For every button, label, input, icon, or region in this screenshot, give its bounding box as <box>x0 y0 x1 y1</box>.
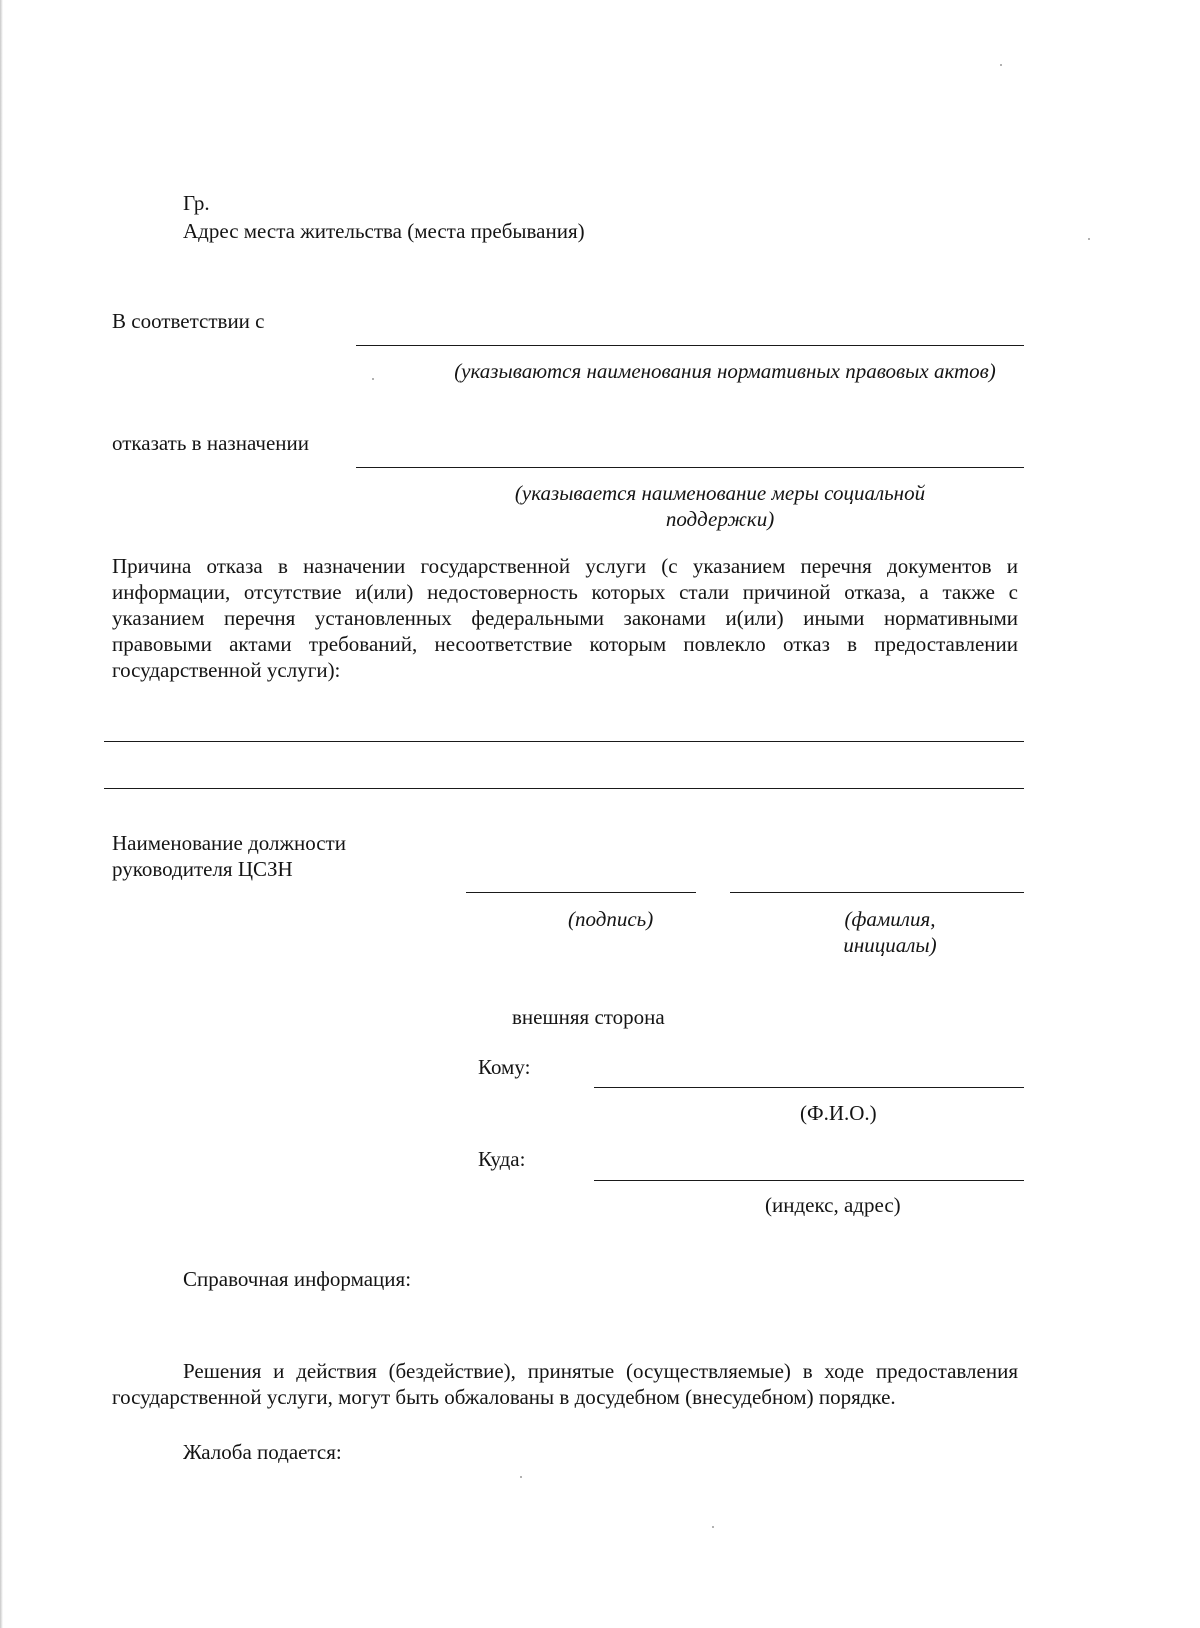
recipient-line <box>594 1087 1024 1088</box>
recipient-hint: (Ф.И.О.) <box>800 1101 877 1125</box>
scan-speck <box>1088 238 1090 240</box>
refusal-hint: (указывается наименование меры социальной поддержки) <box>514 481 926 531</box>
appeal-paragraph: Решения и действия (бездействие), принятые (осуществляемые) в ходе предоставления государственной услуги, могут быть обжалованы в досудебном (внесудебном) порядке. <box>112 1359 1018 1409</box>
recipient-label: Кому: <box>478 1055 531 1079</box>
basis-label: В соответствии с <box>112 309 265 333</box>
scan-speck <box>712 1526 714 1528</box>
basis-fill-line <box>356 345 1024 346</box>
reference-info-title: Справочная информация: <box>183 1267 412 1291</box>
address-to-label: Куда: <box>478 1147 526 1171</box>
name-line <box>730 892 1024 893</box>
basis-hint: (указываются наименования нормативных правовых актов) <box>454 359 996 383</box>
refusal-reason-paragraph: Причина отказа в назначении государственной услуги (с указанием перечня документов и информации, отсутствие и(или) недостоверность которых стали причиной отказа, а также с указанием перечня установленных федеральными законами и(или) иными нормативными правовыми актами требований, несоответствие которым повлекло отказ в предоставлении государственной услуги): <box>112 554 1018 682</box>
reason-fill-line-1 <box>104 741 1024 742</box>
envelope-title: внешняя сторона <box>512 1005 665 1029</box>
head-position-label: Наименование должности руководителя ЦСЗН <box>112 831 346 881</box>
citizen-label: Гр. <box>183 191 210 215</box>
signature-hint: (подпись) <box>568 907 654 931</box>
address-to-hint: (индекс, адрес) <box>765 1193 901 1217</box>
refusal-label: отказать в назначении <box>112 431 310 455</box>
scan-speck <box>1000 64 1002 66</box>
address-label: Адрес места жительства (места пребывания) <box>183 219 585 243</box>
signature-line <box>466 892 696 893</box>
reason-fill-line-2 <box>104 788 1024 789</box>
scan-speck <box>520 1476 522 1478</box>
scan-speck <box>372 378 374 380</box>
name-hint: (фамилия, инициалы) <box>843 907 937 957</box>
address-to-line <box>594 1180 1024 1181</box>
refusal-fill-line <box>356 467 1024 468</box>
complaint-label: Жалоба подается: <box>183 1440 342 1464</box>
scan-edge-shadow <box>0 0 3 1628</box>
